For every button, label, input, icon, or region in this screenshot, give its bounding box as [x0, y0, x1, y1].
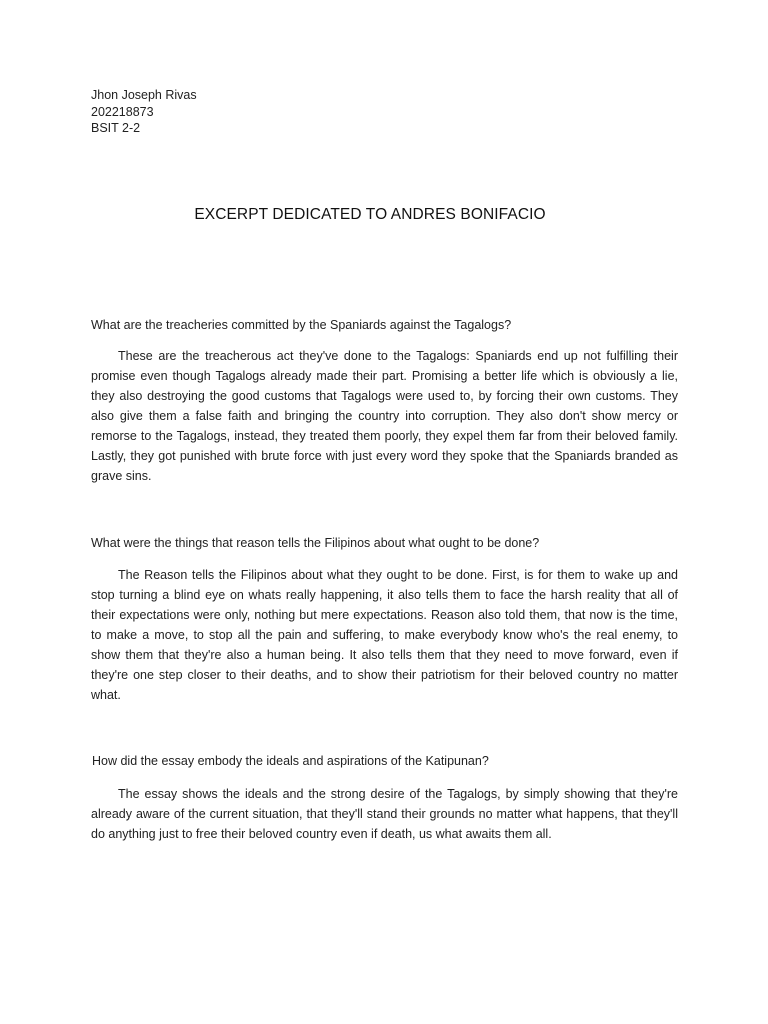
answer-1: These are the treacherous act they've done to the Tagalogs: Spaniards end up not fulfilling their promise even though Tagalogs already made their part. Promising a better life which is obviously a lie, they also destroying the good customs that Tagalogs were used to, by forcing their own customs. They also give them a false faith and bringing the country into corruption. They also don't show mercy or remorse to the Tagalogs, instead, they treated them poorly, they expel them far from their beloved family. Lastly, they got punished with brute force with just every word they spoke that the Spaniards branded as grave sins.: [91, 349, 678, 483]
answer-2: The Reason tells the Filipinos about what they ought to be done. First, is for them to wake up and stop turning a blind eye on whats really happening, it also tells them to face the harsh reality that all of their expectations were only, nothing but mere expectations. Reason also told them, that now is the time, to make a move, to stop all the pain and suffering, to make everybody know who's the real enemy, to show them that they're also a human being. It also tells them that they need to move forward, even if they're one step closer to their deaths, and to show their patriotism for their beloved country no matter what.: [91, 568, 678, 702]
student-name: Jhon Joseph Rivas: [91, 88, 197, 102]
student-info: [91, 87, 197, 137]
answer-3: The essay shows the ideals and the strong desire of the Tagalogs, by simply showing that they're already aware of the current situation, that they'll stand their grounds no matter what happens, that they'll do anything just to free their beloved country even if death, us what awaits them all.: [91, 787, 678, 841]
student-section: BSIT 2-2: [91, 121, 141, 135]
question-2: What were the things that reason tells the Filipinos about what ought to be done?: [91, 536, 540, 550]
document-title: EXCERPT DEDICATED TO ANDRES BONIFACIO: [194, 206, 546, 223]
question-3: How did the essay embody the ideals and aspirations of the Katipunan?: [92, 754, 489, 768]
student-number: 202218873: [91, 104, 154, 119]
question-1: What are the treacheries committed by the Spaniards against the Tagalogs?: [91, 318, 512, 332]
